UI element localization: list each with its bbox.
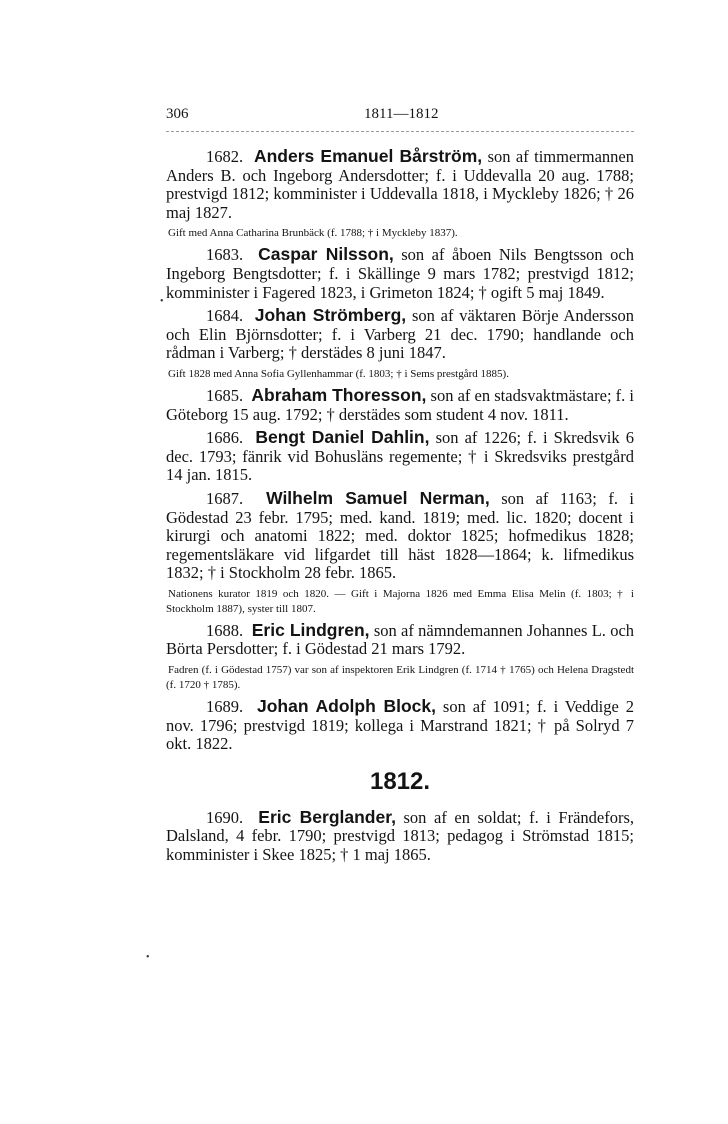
person-name: Abraham Thoresson, xyxy=(251,384,427,405)
entry-number: 1684. xyxy=(206,306,244,326)
entry-1685 xyxy=(166,386,634,424)
running-header xyxy=(166,100,634,122)
entry-text: son af timmermannen Anders B. och Ingeborg Andersdotter; f. i Uddevalla 20 aug. 1788; prestvigd 1812; komminister i Uddevalla 1818, i Myckleby 1826; † 26 maj 1827. xyxy=(166,147,635,222)
entry-1684 xyxy=(166,306,634,363)
page-number: 306 xyxy=(166,106,189,122)
entries xyxy=(166,147,634,869)
entry-number: 1688. xyxy=(206,620,244,640)
entry-text: son af en stadsvaktmästare; f. i Göteborg 15 aug. 1792; † derstädes som student 4 nov. 1811. xyxy=(166,385,634,424)
entry-1682 xyxy=(166,147,634,222)
person-name: Anders Emanuel Bårström, xyxy=(253,146,483,166)
entry-note: Fadren (f. i Gödestad 1757) var son af inspektoren Erik Lindgren (f. 1714 † 1765) och Helena Dragstedt (f. 1720 † 1785). xyxy=(166,664,634,692)
entry-text: son af nämndemannen Johannes L. och Börta Persdotter; f. i Gödestad 21 mars 1792. xyxy=(166,620,635,659)
header-years: 1811—1812 xyxy=(364,106,439,122)
entry-text: son af åboen Nils Bengtsson och Ingeborg Bengtsdotter; f. i Skällinge 9 mars 1782; prestvigd 1812; komminister i Fagered 1823, i Grimeton 1824; † ogift 5 maj 1849. xyxy=(166,245,634,302)
entry-note: Nationens kurator 1819 och 1820. — Gift i Majorna 1826 med Emma Elisa Melin (f. 1803; † i Stockholm 1887), syster till 1807. xyxy=(166,587,634,615)
entry-number: 1690. xyxy=(206,807,244,827)
person-name: Eric Berglander, xyxy=(258,806,396,827)
entry-number: 1685. xyxy=(206,385,244,405)
person-name: Wilhelm Samuel Nerman, xyxy=(266,487,490,508)
page xyxy=(166,100,635,865)
entry-text: son af 1226; f. i Skredsvik 6 dec. 1793; fänrik vid Bohusläns regemente; † i Skredsviks prestgård 14 jan. 1815. xyxy=(166,428,635,485)
entry-1688 xyxy=(166,621,634,659)
person-name: Johan Strömberg, xyxy=(254,305,407,326)
margin-speck: • xyxy=(146,952,150,963)
entry-number: 1687. xyxy=(206,488,244,508)
margin-speck: • xyxy=(160,296,164,307)
year-heading: 1812. xyxy=(369,767,431,795)
entry-text: son af en soldat; f. i Frändefors, Dalsland, 4 febr. 1790; prestvigd 1813; pedagog i Strömstad 1815; komminister i Skee 1825; † 1 maj 1865. xyxy=(166,807,635,865)
person-name: Johan Adolph Block, xyxy=(256,696,436,717)
person-name: Eric Lindgren, xyxy=(251,619,370,640)
header-rule xyxy=(166,131,634,132)
entry-number: 1686. xyxy=(206,428,244,448)
entry-note: Gift 1828 med Anna Sofia Gyllenhammar (f. 1803; † i Sems prestgård 1885). xyxy=(168,367,509,380)
entry-note: Gift med Anna Catharina Brunbäck (f. 1788; † i Myckleby 1837). xyxy=(168,227,458,240)
entry-1686 xyxy=(166,428,634,485)
person-name: Bengt Daniel Dahlin, xyxy=(255,427,430,448)
entry-text: son af 1091; f. i Veddige 2 nov. 1796; prestvigd 1819; kollega i Marstrand 1821; † på Solryd 7 okt. 1822. xyxy=(166,697,635,754)
entry-number: 1683. xyxy=(206,245,244,265)
entry-1690 xyxy=(166,808,634,865)
entry-number: 1689. xyxy=(206,697,244,717)
entry-text: son af väktaren Börje Andersson och Elin Björnsdotter; f. i Varberg 21 dec. 1790; handlande och rådman i Varberg; † derstädes 8 juni 1847. xyxy=(166,306,634,363)
person-name: Caspar Nilsson, xyxy=(258,244,394,265)
entry-1689 xyxy=(166,697,634,754)
entry-text: son af 1163; f. i Gödestad 23 febr. 1795; med. kand. 1819; med. lic. 1820; docent i kirurgi och anatomi 1822; med. doktor 1825; hofmedikus 1828; regementsläkare vid lifgardet till häst 1828—1864; k. lifmedikus 1832; † i Stockholm 28 febr. 1865. xyxy=(166,488,635,583)
entry-number: 1682. xyxy=(206,147,244,166)
entry-1683 xyxy=(166,245,634,302)
entry-1687 xyxy=(166,489,634,583)
